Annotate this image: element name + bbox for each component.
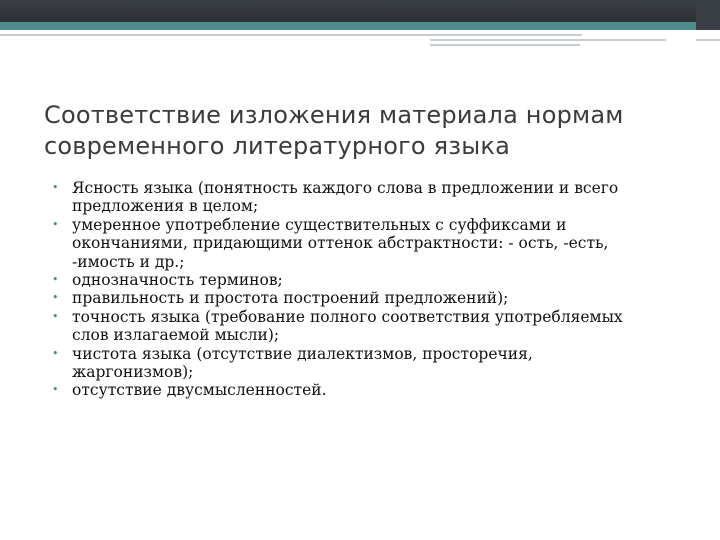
bullet-item — [48, 289, 648, 307]
header-band-end — [696, 0, 720, 30]
bullet-text: чистота языка (отсутствие диалектизмов, просторечия, жаргонизмов); — [72, 344, 533, 382]
bullet-text: однозначность терминов; — [72, 271, 283, 290]
bullet-text: точность языка (требование полного соответствия употребляемых слов излагаемой мысли); — [72, 307, 623, 345]
bullet-dot-icon: • — [52, 217, 59, 231]
decorative-rule — [0, 34, 582, 36]
bullet-item — [48, 381, 648, 399]
header-band — [0, 0, 720, 24]
slide-title: Соответствие изложения материала нормам современного литературного языка — [44, 101, 624, 160]
bullet-text: правильность и простота построений предложений); — [72, 289, 509, 308]
bullet-dot-icon: • — [52, 346, 59, 360]
header-accent-stripe — [0, 22, 696, 30]
bullet-list — [48, 179, 648, 400]
decorative-rule — [430, 39, 666, 41]
bullet-dot-icon: • — [52, 291, 59, 305]
bullet-dot-icon: • — [52, 273, 59, 287]
bullet-text: Ясность языка (понятность каждого слова в предложении и всего предложения в целом; — [72, 179, 619, 216]
bullet-item — [48, 271, 648, 289]
bullet-item — [48, 308, 648, 345]
bullet-dot-icon: • — [52, 309, 59, 323]
bullet-text: отсутствие двусмысленностей. — [72, 381, 327, 400]
bullet-dot-icon: • — [52, 383, 59, 397]
decorative-rule — [430, 44, 580, 46]
bullet-item — [48, 216, 648, 271]
bullet-item — [48, 179, 648, 216]
decorative-rule — [696, 39, 720, 41]
bullet-text: умеренное употребление существительных с суффиксами и окончаниями, придающими оттенок абстрактности: - ость, -есть, -имость и др.; — [72, 215, 609, 271]
bullet-dot-icon: • — [52, 181, 59, 194]
bullet-item — [48, 345, 648, 382]
